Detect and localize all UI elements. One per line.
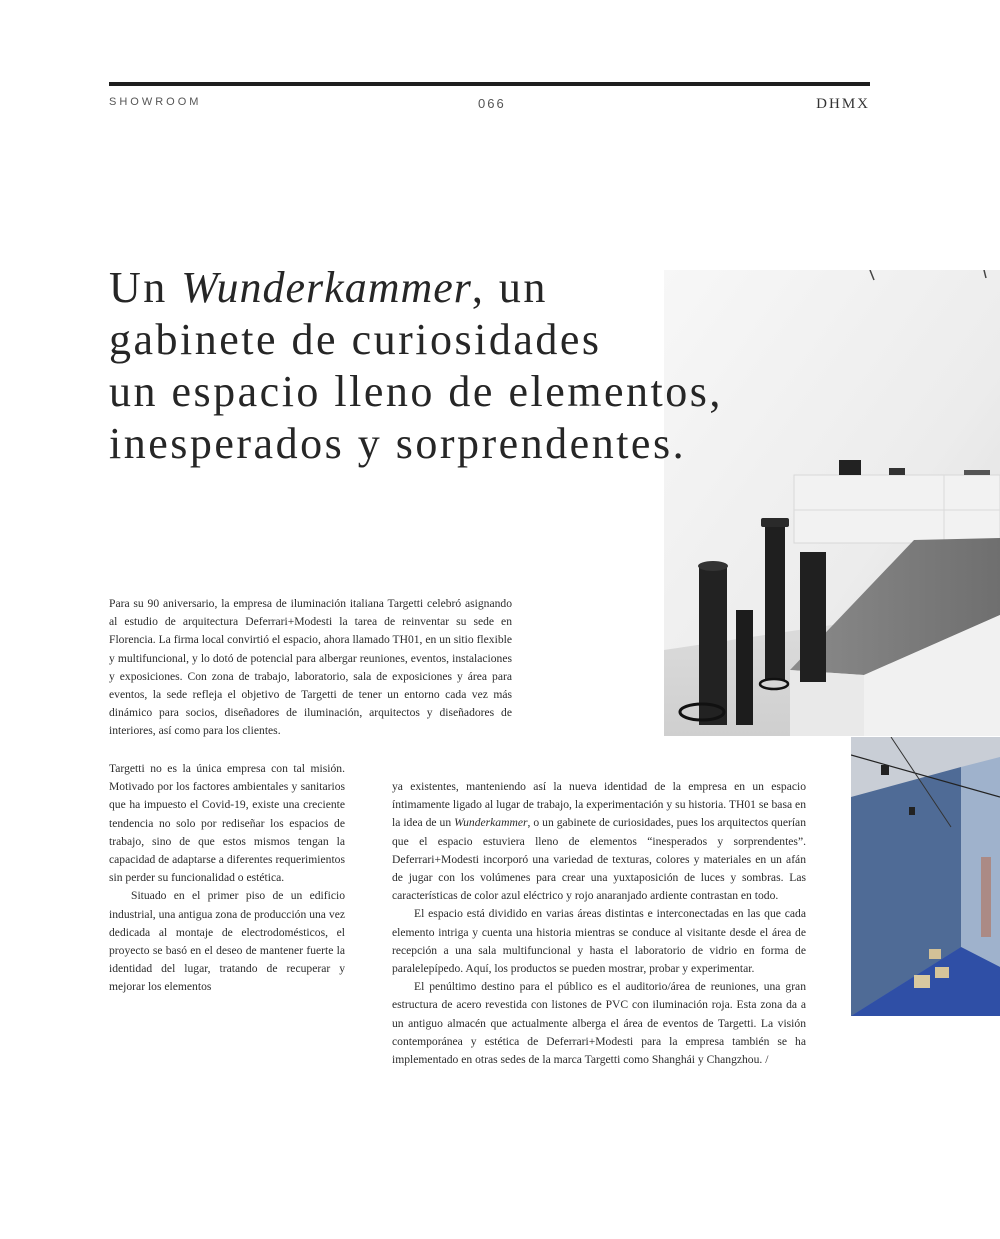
section-label: SHOWROOM [109,96,202,108]
headline-line3: un espacio lleno de elementos, [109,367,723,416]
headline-line4: inesperados y sorprendentes. [109,419,687,468]
top-rule [109,82,870,86]
headline-line1-start: Un [109,263,182,312]
article-headline [109,262,829,470]
headline-line1-end: , un [471,263,548,312]
right-paragraph-3: El penúltimo destino para el público es el auditorio/área de reuniones, una gran estructura de acero revestida con listones de PVC con iluminación roja. Esta zona da a un antiguo almacén que actualmente alberga el área de eventos de Targetti. La visión contemporánea y estética de Deferrari+Modesti para la empresa también se ha implementado en otras sedes de la marca Targetti como Shanghái y Changzhou. / [392,980,806,1067]
page-number: 066 [478,96,506,111]
right-paragraph-1-italic: Wunderkammer [454,816,528,830]
headline-italic-word: Wunderkammer [181,263,472,312]
publication-name: DHMX [816,96,870,112]
right-paragraph-1-a: ya existentes, manteniendo así la nueva identidad de la empresa en un espacio íntimamente ligado al lugar de trabajo, la experimentación y su historia. TH01 se basa en la idea de un [392,780,806,830]
article-right-column [392,778,806,1069]
article-left-column [109,760,345,997]
right-paragraph-1 [392,778,806,905]
intro-paragraph: Para su 90 aniversario, la empresa de iluminación italiana Targetti celebró asignando al estudio de arquitectura Deferrari+Modesti la tarea de reinventar su sede en Florencia. La firma local convirtió el espacio, ahora llamado TH01, en un sitio flexible y multifuncional, y lo dotó de potencial para albergar reuniones, eventos, instalaciones y exposiciones. Con zona de trabajo, laboratorio, sala de exposiciones y área para eventos, la sede refleja el objetivo de Targetti de tener un entorno cada vez más dinámico para socios, diseñadores de iluminación, arquitectos y diseñadores de interiores, así como para los clientes. [109,597,512,738]
left-paragraph-1: Targetti no es la única empresa con tal misión. Motivado por los factores ambientales y sanitarios que ha impuesto el Covid-19, existe una creciente tendencia no solo por rediseñar los espacios de trabajo, sino de que estos mismos tengan la capacidad de adaptarse a diferentes requerimientos sin perder su funcionalidad o estética. [109,762,345,885]
left-paragraph-2: Situado en el primer piso de un edificio industrial, una antigua zona de producción una vez dedicada al montaje de electrodomésticos, el proyecto se basó en el deseo de mantener fuerte la identidad del lugar, tratando de recuperar y mejorar los elementos [109,889,345,994]
right-paragraph-1-b: , o un gabinete de curiosidades, pues los arquitectos querían que el espacio estuviera lleno de elementos “inesperados y sorprendentes”. Deferrari+Modesti incorporó una variedad de texturas, colores y materiales en un afán de jugar con los volúmenes para crear una yuxtaposición de luces y sombras. Las características de color azul eléctrico y rojo anaranjado ardiente contrastan en todo. [392,816,806,903]
headline-line2: gabinete de curiosidades [109,315,602,364]
right-paragraph-2: El espacio está dividido en varias áreas distintas e interconectadas en las que cada elemento intriga y cuenta una historia mientras se conduce al visitante desde el área de recepción a una sala multifuncional y hasta el laboratorio de vidrio en forma de paralelepípedo. Aquí, los productos se pueden mostrar, probar y experimentar. [392,907,806,976]
showroom-blue-photo [851,737,1000,1016]
article-intro-column [109,595,512,741]
